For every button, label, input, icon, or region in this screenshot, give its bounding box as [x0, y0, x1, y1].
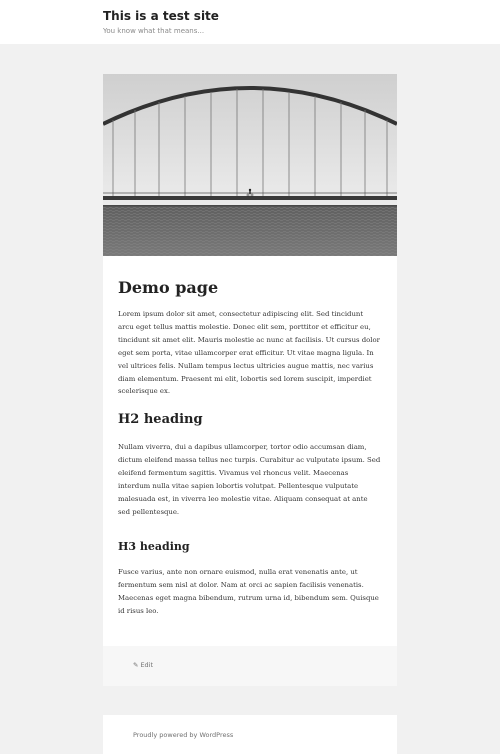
site-title-link[interactable]: This is a test site — [103, 9, 219, 23]
paragraph-3: Fusce varius, ante non ornare euismod, nulla erat venenatis ante, ut fermentum sem nisl at dolor. Nam at orci ac sapien facilisis venenatis. Maecenas eget magna bibendum, rutrum urna id, bibendum sem. Quisque id risus leo. — [118, 568, 379, 615]
edit-label: Edit — [140, 661, 154, 669]
featured-image-bridge — [103, 74, 397, 256]
page-title: Demo page — [118, 278, 219, 297]
site-footer — [103, 715, 397, 754]
paragraph-2: Nullam viverra, dui a dapibus ullamcorper, tortor odio accumsan diam, dictum eleifend massa tellus nec turpis. Curabitur ac vulputate ipsum. Sed eleifend fermentum sagittis. Vivamus vel rhoncus velit. Maecenas interdum nulla vitae sapien lobortis volutpat. Pellentesque vulputate malesuada est, in viverra leo molestie vitae. Aliquam consequat at ante sed pellentesque. — [118, 443, 381, 516]
site-description: You know what that means... — [103, 27, 205, 35]
pencil-icon: ✎ — [133, 661, 139, 669]
entry-footer — [103, 646, 397, 686]
entry-content — [118, 276, 380, 398]
site-header — [0, 0, 500, 44]
edit-link[interactable] — [133, 661, 153, 669]
featured-image — [103, 74, 397, 256]
post-article — [103, 74, 397, 686]
h3-heading: H3 heading — [118, 540, 190, 553]
powered-by-link[interactable]: Proudly powered by WordPress — [133, 731, 234, 739]
paragraph-1: Lorem ipsum dolor sit amet, consectetur adipiscing elit. Sed tincidunt arcu eget tellus mattis molestie. Donec elit sem, porttitor et efficitur eu, tincidunt sit amet elit. Mauris molestie ac nunc at facilisis. Ut cursus dolor eget sem porta, vitae ullamcorper erat efficitur. Ut vitae magna ligula. In vel ultrices felis. Nullam tempus lectus ultricies augue mattis, nec varius diam elementum. Praesent mi elit, lobortis sed lorem suscipit, imperdiet scelerisque ex. — [118, 310, 380, 396]
h2-heading: H2 heading — [118, 412, 203, 427]
